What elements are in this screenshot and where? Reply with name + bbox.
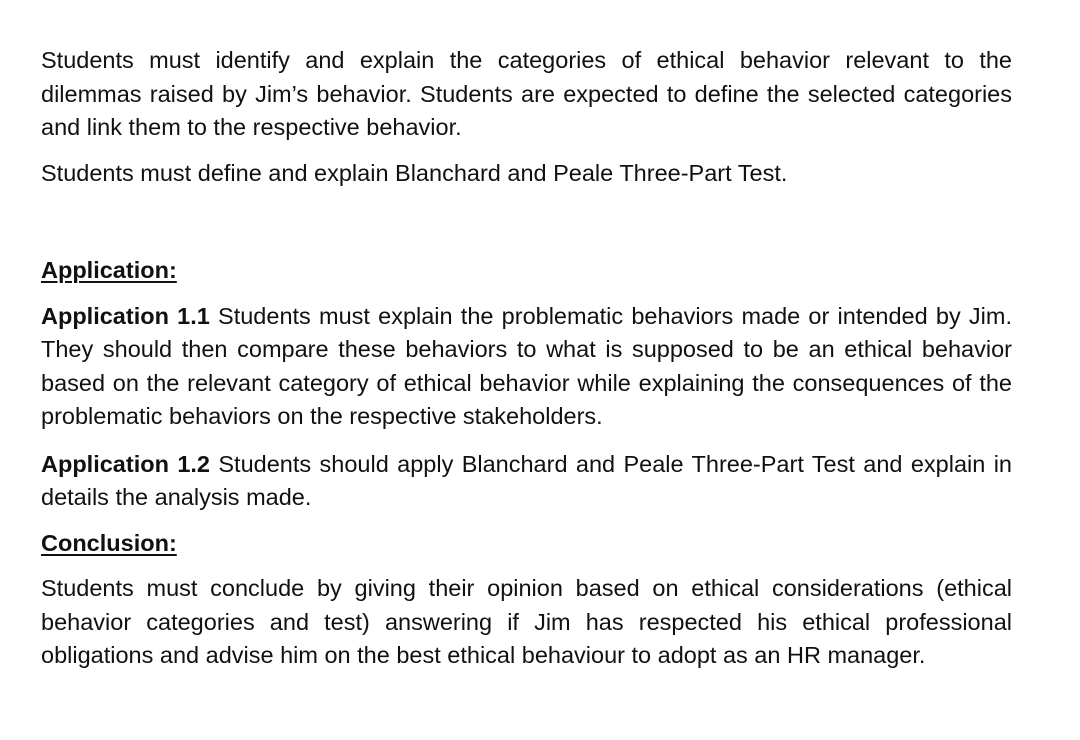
conclusion-heading: Conclusion: (41, 529, 177, 556)
intro-paragraph-categories: Students must identify and explain the categories of ethical behavior relevant to the dilemmas raised by Jim’s behavior. Students are expected to define the selected categories and link them to the respective behavior. (41, 47, 1012, 140)
application-1-2-label: Application 1.2 (41, 450, 210, 477)
application-1-2-text: Students should apply Blanchard and Peale Three-Part Test and explain in details the analysis made. (41, 450, 1012, 510)
application-1-1-label: Application 1.1 (41, 302, 210, 329)
intro-paragraph-three-part-test: Students must define and explain Blanchard and Peale Three-Part Test. (41, 159, 788, 186)
application-1-1-paragraph (41, 300, 1012, 434)
application-1-2-paragraph (41, 448, 1012, 515)
application-1-1-text: Students must explain the problematic behaviors made or intended by Jim. They should then compare these behaviors to what is supposed to be an ethical behavior based on the relevant category of ethical behavior while explaining the consequences of the problematic behaviors on the respective stakeholders. (41, 302, 1012, 429)
conclusion-paragraph: Students must conclude by giving their opinion based on ethical considerations (ethical behavior categories and test) answering if Jim has respected his ethical professional obligations and advise him on the best ethical behaviour to adopt as an HR manager. (41, 575, 1012, 668)
application-heading: Application: (41, 257, 177, 283)
